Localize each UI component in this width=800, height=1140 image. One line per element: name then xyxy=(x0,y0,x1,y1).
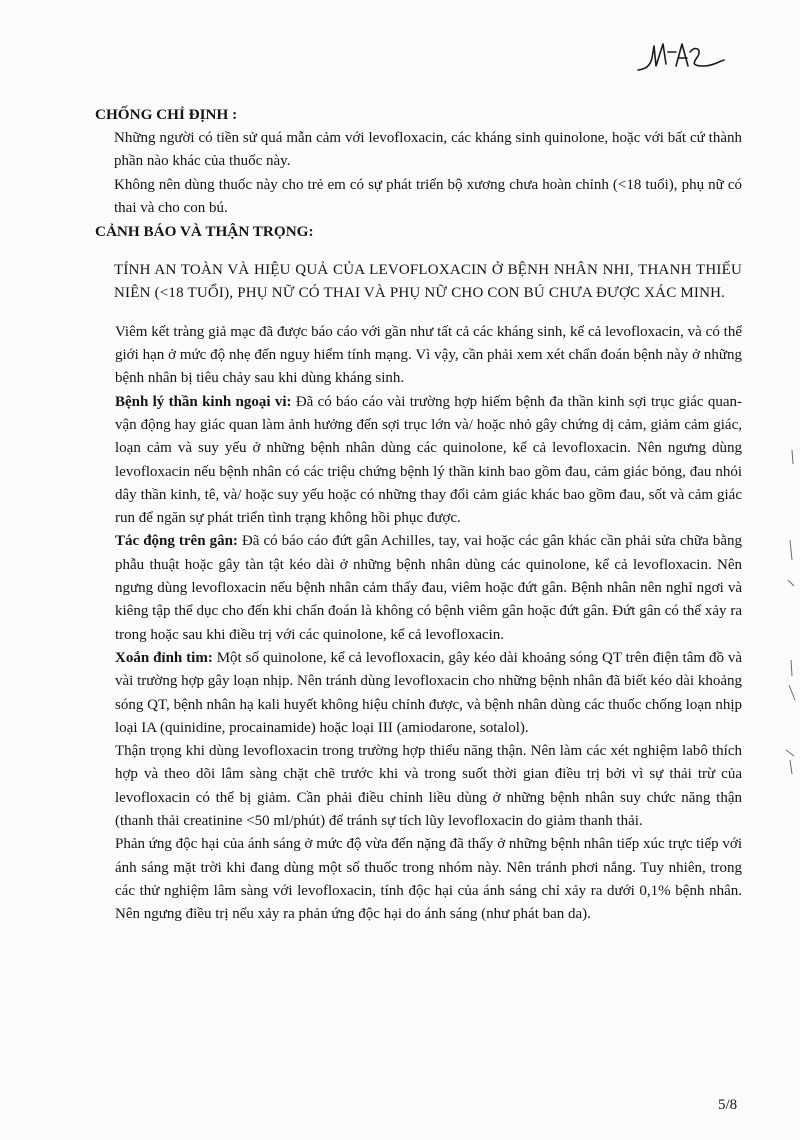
peripheral-neuropathy-paragraph xyxy=(95,391,742,531)
torsade-text: Một số quinolone, kể cả levofloxacin, gây kéo dài khoảng sóng QT trên điện tâm đồ và vài trường hợp gây loạn nhịp. Nên tránh dùng levofloxacin cho những bệnh nhân đã biết kéo dài khoảng sóng QT, bệnh nhân hạ kali huyết không hiệu chỉnh được, và bệnh nhân dùng các thuốc chống loạn nhịp loại IA (quinidine, procainamide) hoặc loại III (amiodarone, sotalol). xyxy=(115,649,743,736)
peripheral-neuropathy-label: Bệnh lý thần kinh ngoại vi: xyxy=(115,393,292,410)
pseudomembranous-colitis-paragraph: Viêm kết tràng giả mạc đã được báo cáo với gần như tất cả các kháng sinh, kể cả levofloxacin, và có thể giới hạn ở mức độ nhẹ đến nguy hiểm tính mạng. Vì vậy, cần phải xem xét chẩn đoán bệnh này ở những bệnh nhân bị tiêu chảy sau khi dùng kháng sinh. xyxy=(115,323,742,387)
tendon-effects-label: Tác động trên gân: xyxy=(115,533,238,550)
torsade-label: Xoắn đỉnh tim: xyxy=(115,649,213,666)
tendon-effects-paragraph xyxy=(95,530,742,646)
tendon-effects-text: Đã có báo cáo đứt gân Achilles, tay, vai hoặc các gân khác cần phải sửa chữa bằng phẫu thuật hoặc gây tàn tật kéo dài ở những bệnh nhân dùng các quinolone, kể cả levofloxacin. Nên ngưng dùng levofloxacin nếu bệnh nhân cảm thấy đau, viêm hoặc đứt gân. Bệnh nhân nên nghỉ ngơi và kiêng tập thể dục cho đến khi chẩn đoán là không có bệnh viêm gân hoặc đứt gân. Đứt gân có thể xảy ra trong hoặc sau khi điều trị với các quinolone, kể cả levofloxacin. xyxy=(115,533,743,643)
peripheral-neuropathy-text: Đã có báo cáo vài trường hợp hiếm bệnh đa thần kinh sợi trục giác quan-vận động hay giác quan làm ảnh hưởng đến sợi trục lớn và/ hoặc nhỏ gây chứng dị cảm, giảm cảm giác, loạn cảm và suy yếu ở những bệnh nhân dùng các quinolone, kể cả levofloxacin. Nên ngưng dùng levofloxacin nếu bệnh nhân có các triệu chứng bệnh lý thần kinh bao gồm đau, cảm giác bỏng, đau nhói dây thần kinh, tê, và/ hoặc suy yếu hoặc có những thay đổi cảm giác khác bao gồm đau, sốt và cảm giác run để ngăn sự phát triển tình trạng không hồi phục được. xyxy=(115,393,743,527)
torsade-paragraph xyxy=(95,647,742,740)
handwritten-signature xyxy=(632,36,728,80)
warnings-heading: CẢNH BÁO VÀ THẬN TRỌNG: xyxy=(95,223,314,241)
safety-not-established-notice: TÍNH AN TOÀN VÀ HIỆU QUẢ CỦA LEVOFLOXACIN Ở BỆNH NHÂN NHI, THANH THIẾU NIÊN (<18 TUỔI), PHỤ NỮ CÓ THAI VÀ PHỤ NỮ CHO CON BÚ CHƯA ĐƯỢC XÁC MINH. xyxy=(114,262,742,302)
contraindications-heading: CHỐNG CHỈ ĐỊNH : xyxy=(95,106,238,123)
renal-impairment-paragraph: Thận trọng khi dùng levofloxacin trong trường hợp thiểu năng thận. Nên làm các xét nghiệm labô thích hợp và theo dõi lâm sàng chặt chẽ trước khi và trong suốt thời gian điều trị bởi vì sự thải trừ của levofloxacin có thể bị giảm. Cần phải điều chỉnh liều dùng ở những bệnh nhân suy chức năng thận (thanh thải creatinine <50 ml/phút) để tránh sự tích lũy levofloxacin do giảm thanh thải. xyxy=(115,743,742,830)
page-number: 5/8 xyxy=(718,1097,738,1113)
contraindication-children-pregnancy: Không nên dùng thuốc này cho trẻ em có sự phát triển bộ xương chưa hoàn chỉnh (<18 tuổi), phụ nữ có thai và cho con bú. xyxy=(114,176,742,216)
scan-edge-marks xyxy=(770,430,800,830)
document-body xyxy=(95,103,742,927)
contraindication-hypersensitivity: Những người có tiền sử quá mẫn cảm với levofloxacin, các kháng sinh quinolone, hoặc với bất cứ thành phần nào khác của thuốc này. xyxy=(114,130,742,170)
phototoxicity-paragraph: Phản ứng độc hại của ánh sáng ở mức độ vừa đến nặng đã thấy ở những bệnh nhân tiếp xúc trực tiếp với ánh sáng mặt trời khi đang dùng một số thuốc trong nhóm này. Nên tránh phơi nắng. Tuy nhiên, trong các thử nghiệm lâm sàng với levofloxacin, tính độc hại của ánh sáng chỉ xảy ra dưới 0,1% bệnh nhân. Nên ngưng điều trị nếu xảy ra phản ứng độc hại do ánh sáng (như phát ban da). xyxy=(115,836,742,923)
